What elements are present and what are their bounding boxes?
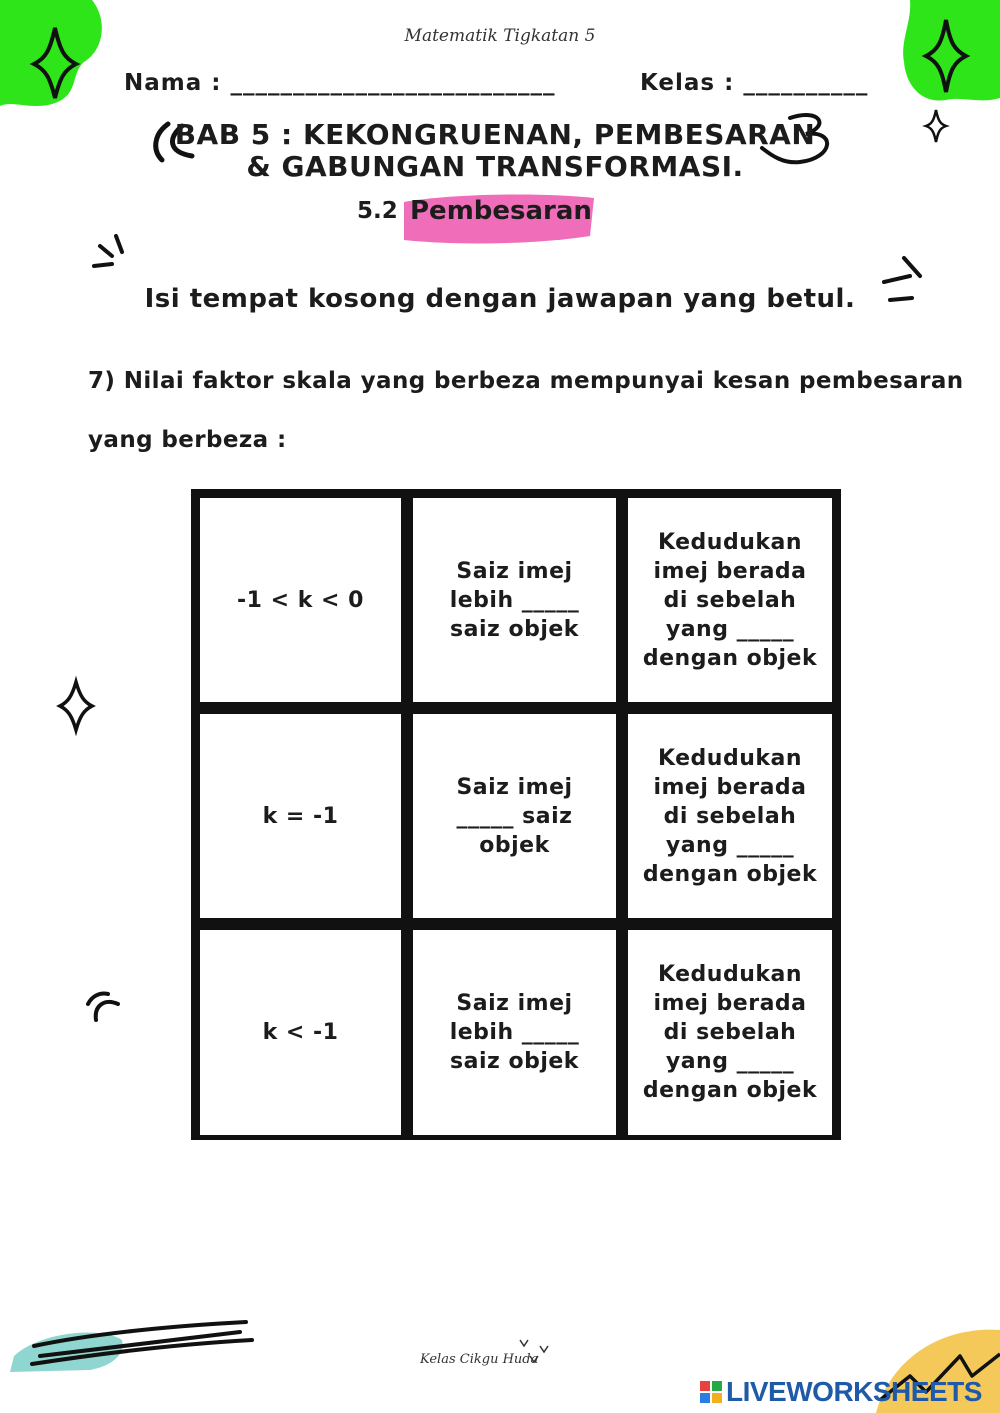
liveworksheets-logo-icon: [700, 1381, 722, 1403]
table-cell-position[interactable]: Kedudukan imej berada di sebelah yang _____ dengan objek: [628, 714, 832, 918]
sparkle-left-middle-icon: [60, 682, 92, 730]
green-blob-top-right: [903, 0, 1000, 101]
table-cell-condition: k < -1: [200, 930, 401, 1135]
table-cell-size[interactable]: Saiz imej _____ saiz objek: [413, 714, 616, 918]
footer-credit: Kelas Cikgu Huda: [420, 1352, 539, 1367]
chapter-title-line2: & GABUNGAN TRANSFORMASI.: [246, 150, 744, 183]
scale-factor-table: [191, 489, 841, 1140]
rays-left: [94, 236, 122, 266]
liveworksheets-logo[interactable]: [700, 1376, 982, 1408]
instruction-text: Isi tempat kosong dengan jawapan yang betul.: [144, 284, 856, 314]
table-cell-condition: k = -1: [200, 714, 401, 918]
table-cell-position[interactable]: Kedudukan imej berada di sebelah yang _____ dengan objek: [628, 498, 832, 702]
table-cell-size[interactable]: Saiz imej lebih _____ saiz objek: [413, 498, 616, 702]
question-line1: 7) Nilai faktor skala yang berbeza mempunyai kesan pembesaran: [88, 368, 964, 394]
name-field-label: Nama : __________________________: [124, 70, 556, 96]
table-cell-position[interactable]: Kedudukan imej berada di sebelah yang _____ dengan objek: [628, 930, 832, 1135]
curve-mark-left-lower: [96, 1002, 118, 1020]
subtopic-name: Pembesaran: [410, 196, 592, 226]
class-field-label: Kelas : __________: [640, 70, 869, 96]
table-cell-condition: -1 < k < 0: [200, 498, 401, 702]
table-cell-size[interactable]: Saiz imej lebih _____ saiz objek: [413, 930, 616, 1135]
question-line2: yang berbeza :: [88, 427, 287, 453]
liveworksheets-brand: LIVEWORKSHEETS: [726, 1376, 982, 1407]
subject-header: Matematik Tigkatan 5: [404, 26, 596, 46]
chapter-title-line1: BAB 5 : KEKONGRUENAN, PEMBESARAN: [174, 118, 816, 151]
subtopic-number: 5.2: [357, 198, 398, 224]
